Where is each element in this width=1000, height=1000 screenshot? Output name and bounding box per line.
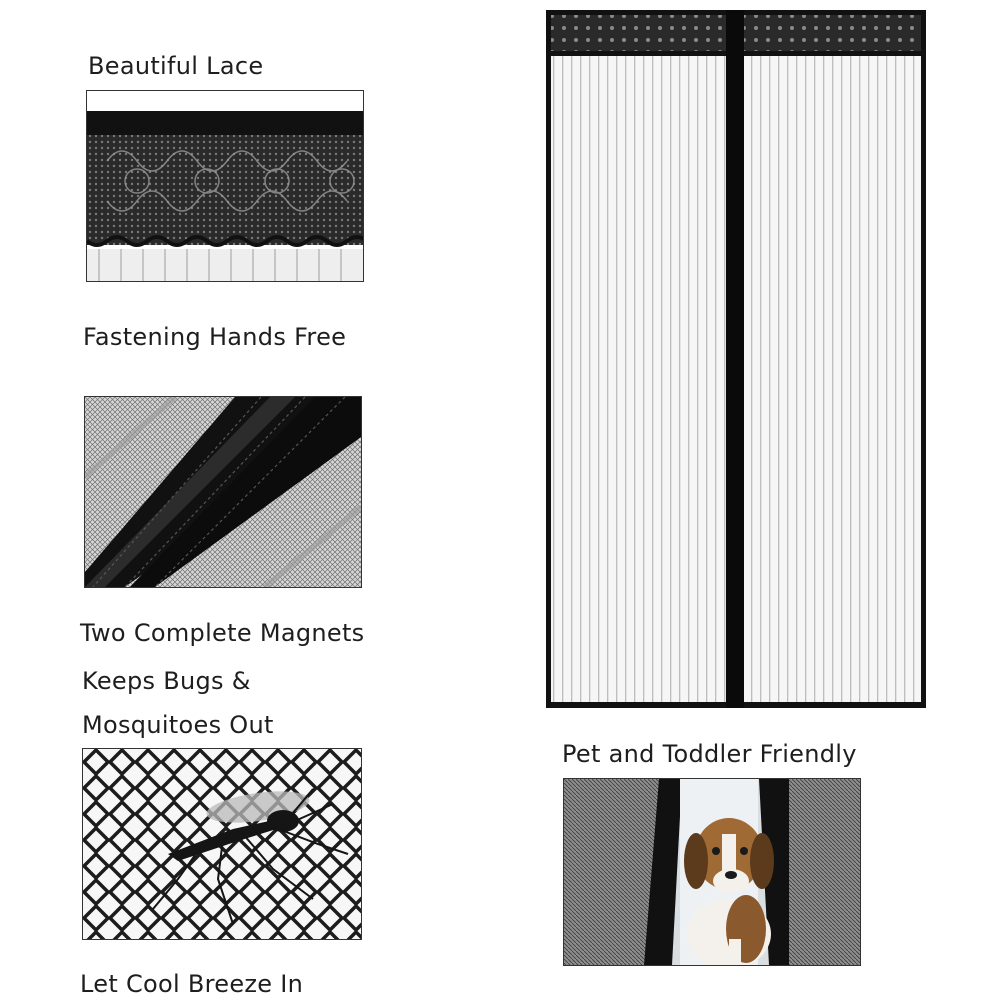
lace-closeup-image [86,90,364,282]
label-beautiful-lace: Beautiful Lace [88,52,264,80]
label-let-cool-breeze: Let Cool Breeze In [80,970,304,998]
puppy-through-screen-image [563,778,861,966]
magnet-seam-closeup-image [84,396,362,588]
mosquito-mesh-image [82,748,362,940]
label-keeps-bugs-line1: Keeps Bugs & [82,667,251,695]
label-pet-toddler-friendly: Pet and Toddler Friendly [562,740,857,768]
label-two-complete-magnets: Two Complete Magnets [80,619,365,647]
label-keeps-bugs-line2: Mosquitoes Out [82,711,274,739]
label-fastening-hands-free: Fastening Hands Free [83,323,347,351]
magnetic-door-screen-image [546,10,926,708]
